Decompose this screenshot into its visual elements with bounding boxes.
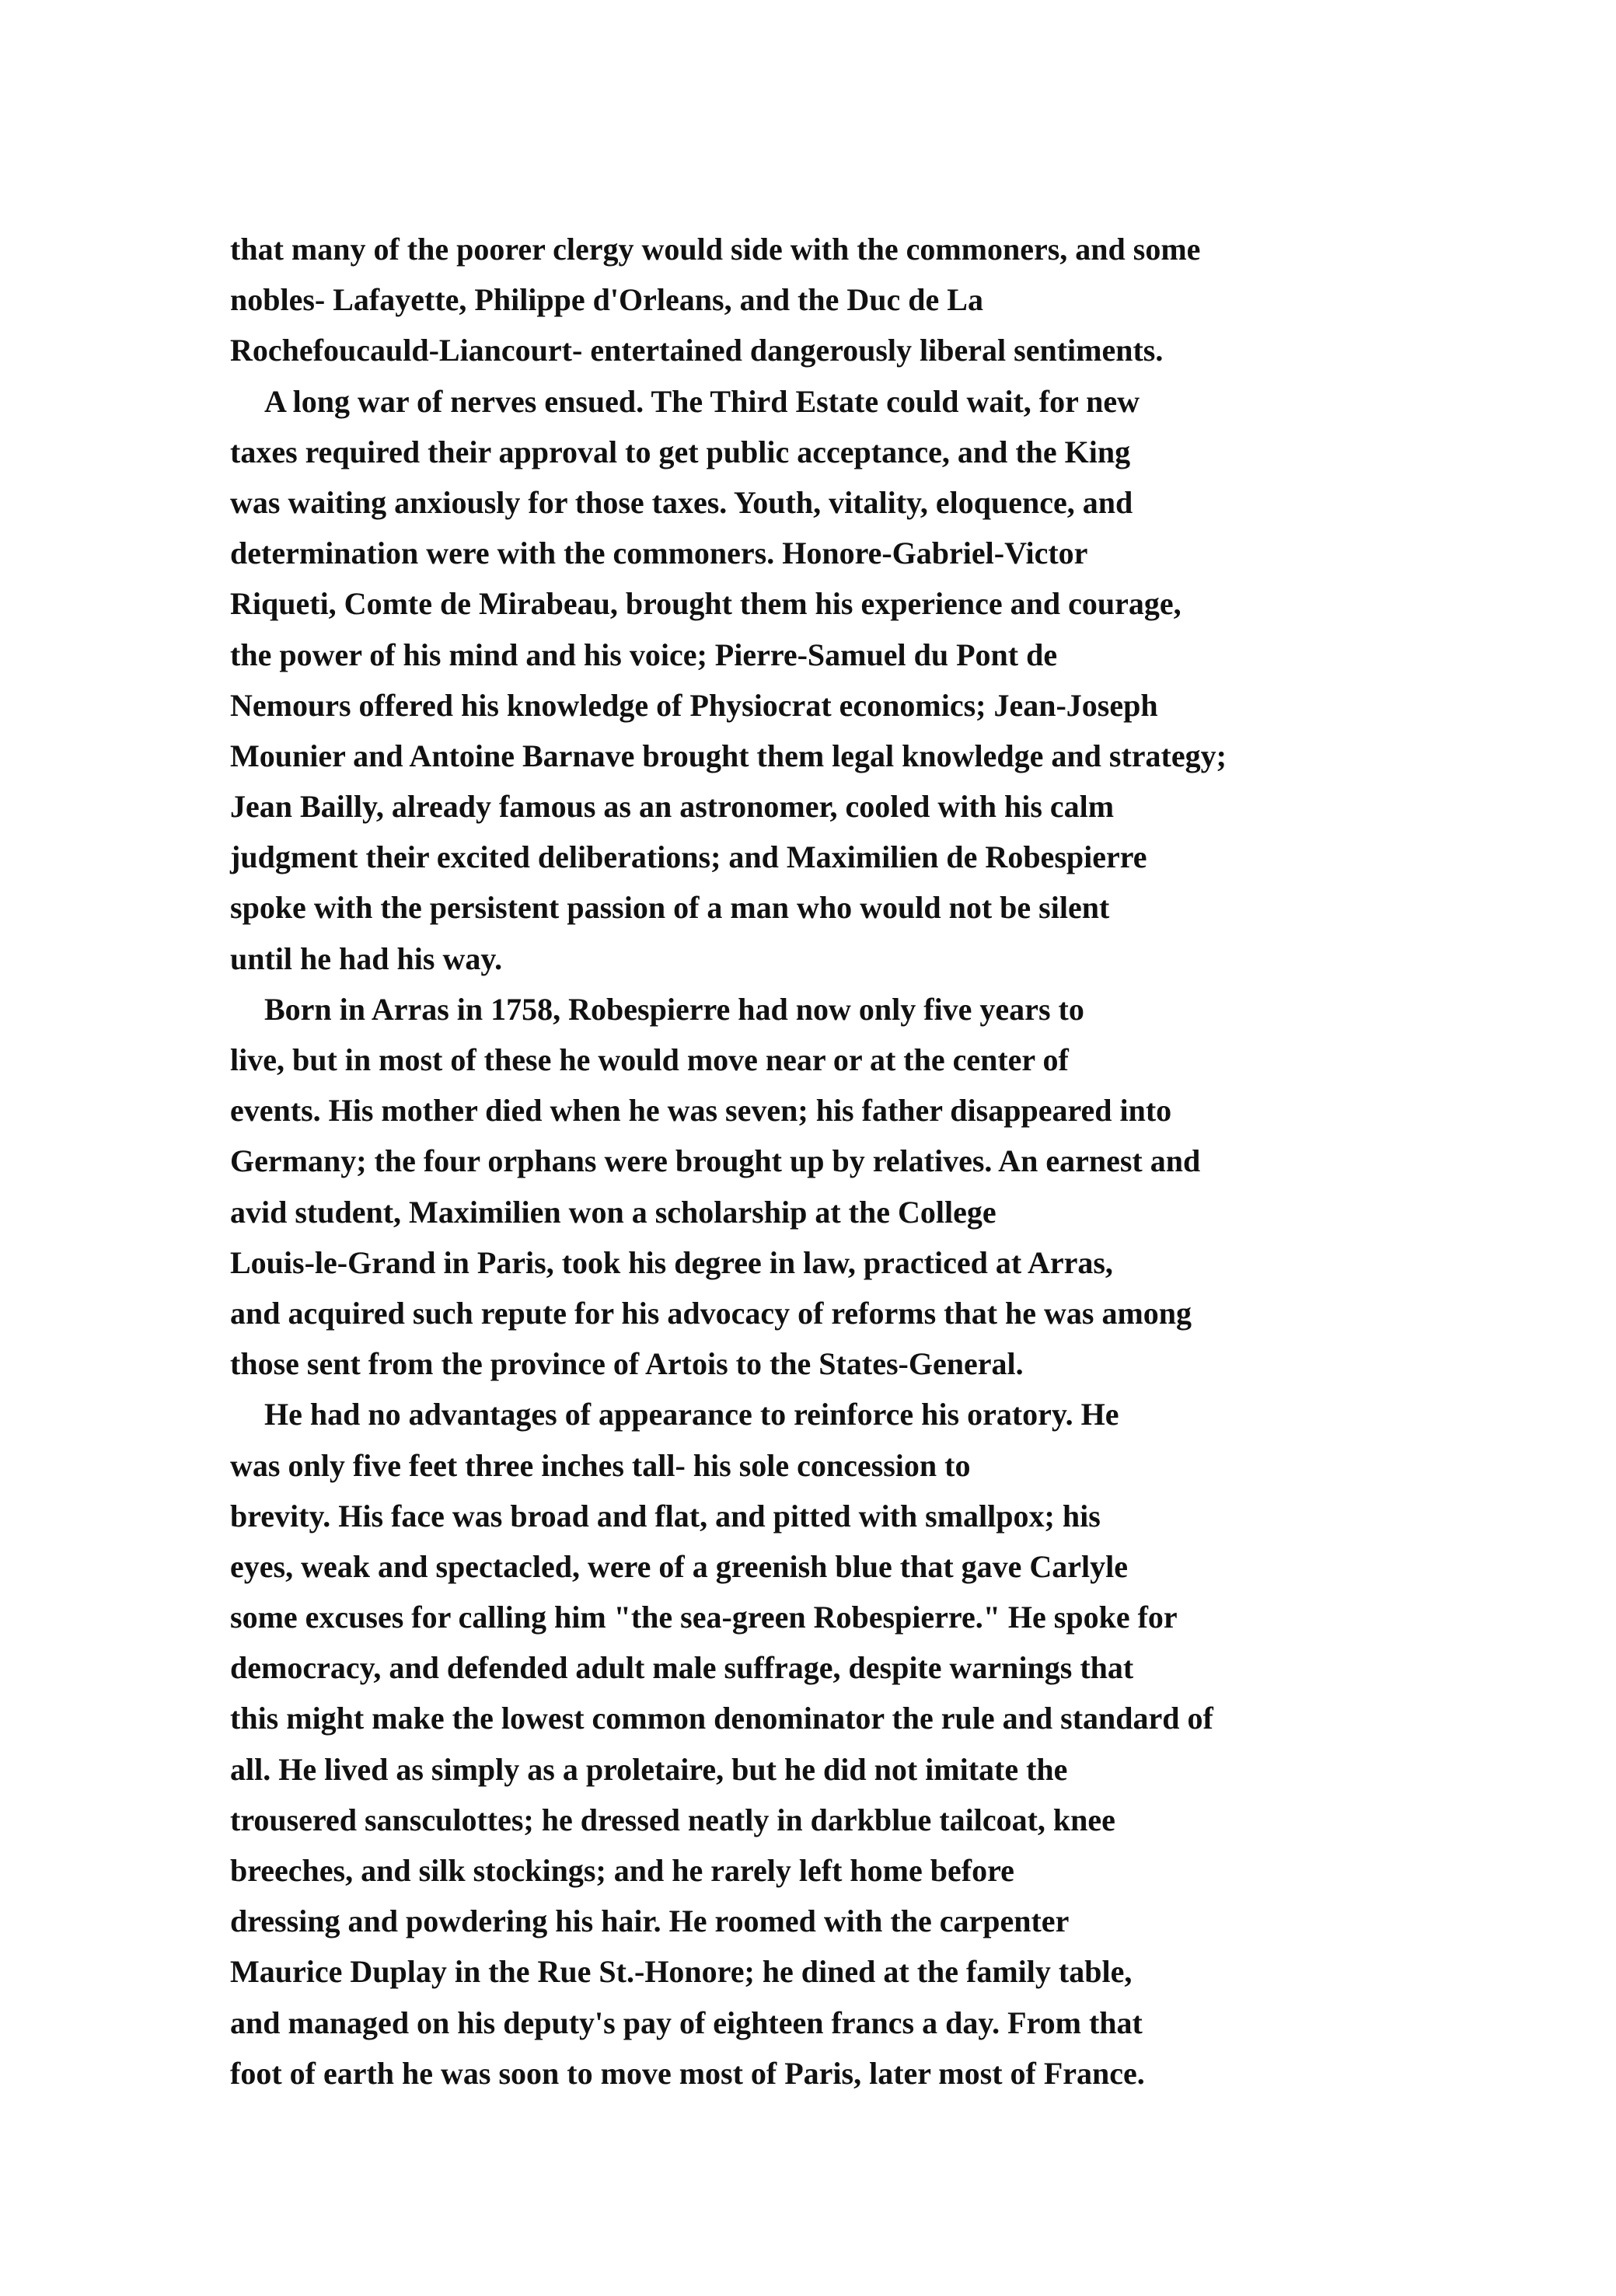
text-line: brevity. His face was broad and flat, and pitted with smallpox; his bbox=[230, 1498, 1101, 1534]
text-line: judgment their excited deliberations; and Maximilien de Robespierre bbox=[230, 839, 1147, 875]
text-line: and acquired such repute for his advocacy of reforms that he was among bbox=[230, 1295, 1192, 1331]
text-line: foot of earth he was soon to move most of Paris, later most of France. bbox=[230, 2055, 1145, 2091]
text-line: events. His mother died when he was seven; his father disappeared into bbox=[230, 1093, 1172, 1129]
paragraph bbox=[230, 984, 1349, 1390]
text-line: Germany; the four orphans were brought up by relatives. An earnest and bbox=[230, 1143, 1201, 1179]
text-line: some excuses for calling him "the sea-green Robespierre." He spoke for bbox=[230, 1600, 1178, 1635]
text-line: and managed on his deputy's pay of eighteen francs a day. From that bbox=[230, 2005, 1143, 2040]
text-line: democracy, and defended adult male suffrage, despite warnings that bbox=[230, 1650, 1134, 1686]
text-line: the power of his mind and his voice; Pierre-Samuel du Pont de bbox=[230, 637, 1058, 672]
text-line: was only five feet three inches tall- his sole concession to bbox=[230, 1447, 971, 1483]
text-line: Riqueti, Comte de Mirabeau, brought them his experience and courage, bbox=[230, 586, 1181, 622]
text-line: determination were with the commoners. Honore-Gabriel-Victor bbox=[230, 536, 1088, 571]
text-line: was waiting anxiously for those taxes. Youth, vitality, eloquence, and bbox=[230, 484, 1133, 520]
body-text bbox=[230, 224, 1349, 2099]
text-line: Mounier and Antoine Barnave brought them legal knowledge and strategy; bbox=[230, 738, 1227, 773]
text-line: this might make the lowest common denominator the rule and standard of bbox=[230, 1701, 1213, 1736]
text-line: Rochefoucauld-Liancourt- entertained dangerously liberal sentiments. bbox=[230, 333, 1164, 368]
paragraph bbox=[230, 224, 1349, 376]
text-line: trousered sansculottes; he dressed neatly in darkblue tailcoat, knee bbox=[230, 1802, 1115, 1837]
text-line: Born in Arras in 1758, Robespierre had now only five years to bbox=[264, 991, 1084, 1027]
text-line: until he had his way. bbox=[230, 940, 503, 976]
text-line: all. He lived as simply as a proletaire, but he did not imitate the bbox=[230, 1751, 1068, 1787]
paragraph bbox=[230, 1389, 1349, 2099]
text-line: He had no advantages of appearance to reinforce his oratory. He bbox=[264, 1397, 1119, 1432]
text-line: eyes, weak and spectacled, were of a greenish blue that gave Carlyle bbox=[230, 1548, 1129, 1584]
text-line: Louis-le-Grand in Paris, took his degree in law, practiced at Arras, bbox=[230, 1244, 1113, 1280]
text-line: A long war of nerves ensued. The Third Estate could wait, for new bbox=[264, 383, 1140, 419]
text-line: those sent from the province of Artois to the States-General. bbox=[230, 1346, 1024, 1382]
paragraph bbox=[230, 376, 1349, 984]
text-line: Jean Bailly, already famous as an astronomer, cooled with his calm bbox=[230, 789, 1115, 825]
text-line: taxes required their approval to get public acceptance, and the King bbox=[230, 434, 1131, 469]
text-line: Maurice Duplay in the Rue St.-Honore; he dined at the family table, bbox=[230, 1954, 1133, 1990]
text-line: breeches, and silk stockings; and he rarely left home before bbox=[230, 1853, 1014, 1888]
text-line: avid student, Maximilien won a scholarship at the College bbox=[230, 1194, 996, 1230]
text-line: Nemours offered his knowledge of Physiocrat economics; Jean-Joseph bbox=[230, 687, 1158, 723]
text-line: live, but in most of these he would move near or at the center of bbox=[230, 1042, 1069, 1077]
text-line: that many of the poorer clergy would side with the commoners, and some bbox=[230, 232, 1201, 267]
text-line: spoke with the persistent passion of a man who would not be silent bbox=[230, 890, 1110, 926]
text-line: dressing and powdering his hair. He roomed with the carpenter bbox=[230, 1903, 1070, 1939]
text-line: nobles- Lafayette, Philippe d'Orleans, and the Duc de La bbox=[230, 282, 983, 318]
